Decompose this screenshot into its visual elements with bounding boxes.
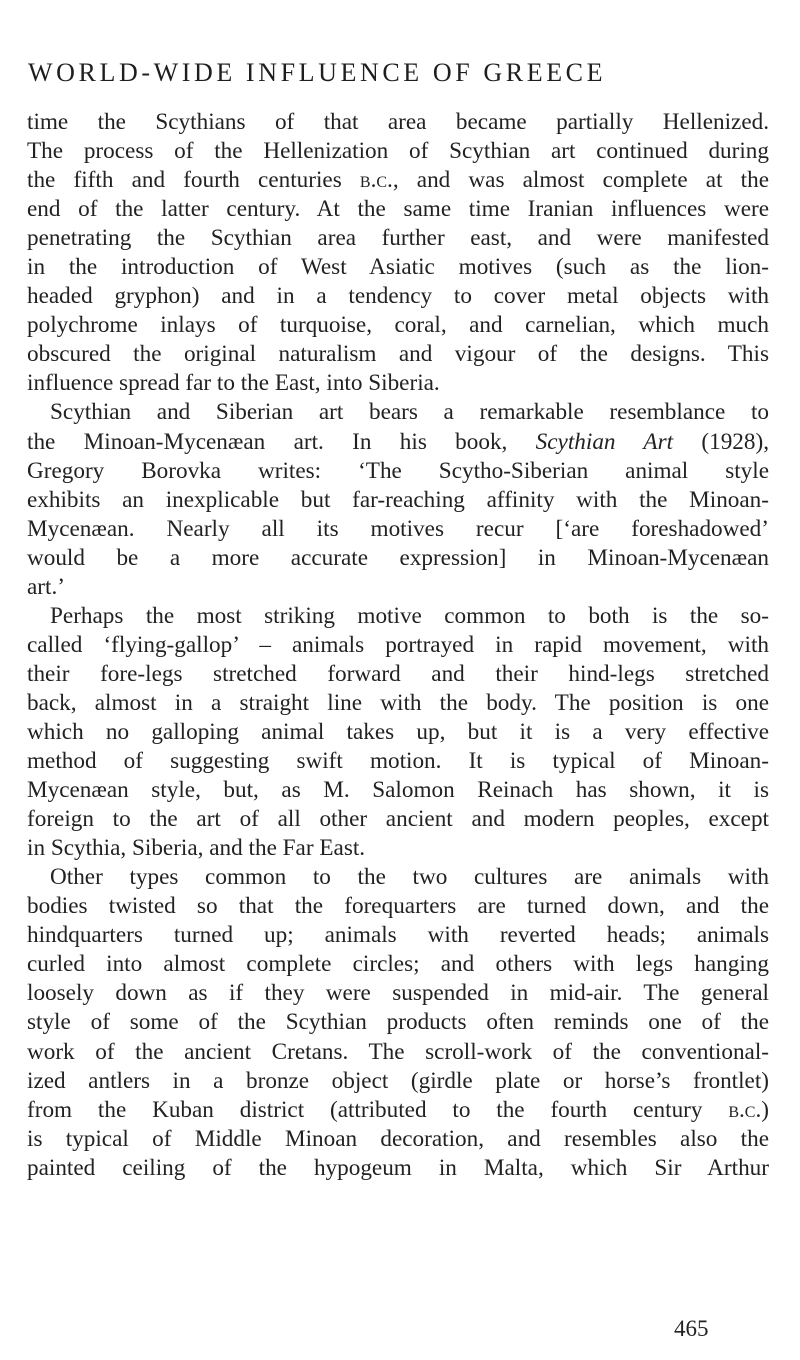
- text-line: in the introduction of West Asiatic motives (such as the lion-: [27, 254, 769, 281]
- text-line: called ‘flying-gallop’ – animals portrayed in rapid movement, with: [27, 631, 769, 658]
- book-title-italic: Scythian Art: [535, 428, 674, 455]
- text-line-with-title: [27, 428, 769, 457]
- text-line: end of the latter century. At the same time Iranian influences were: [27, 196, 769, 223]
- text-line: in Scythia, Siberia, and the Far East.: [27, 835, 366, 862]
- text-line: hindquarters turned up; animals with reverted heads; animals: [27, 922, 769, 949]
- text-line: ized antlers in a bronze object (girdle plate or horse’s frontlet): [27, 1067, 769, 1094]
- text-line: Other types common to the two cultures are animals with: [50, 864, 769, 891]
- paragraph-4: [27, 863, 769, 1183]
- text-line: bodies twisted so that the forequarters are turned down, and the: [27, 893, 769, 920]
- text-line: art.’: [27, 573, 65, 600]
- text-line: from the Kuban district (attributed to the fourth century b.c.): [27, 1096, 769, 1123]
- text-line: back, almost in a straight line with the body. The position is one: [27, 689, 769, 716]
- text-line: time the Scythians of that area became partially Hellenized.: [27, 109, 769, 135]
- text-fragment: the Minoan-Mycenæan art. In his book,: [27, 428, 508, 455]
- paragraph-2: [27, 398, 769, 601]
- text-line: foreign to the art of all other ancient and modern peoples, except: [27, 806, 769, 833]
- text-line: style of some of the Scythian products often reminds one of the: [27, 1009, 769, 1036]
- text-line: headed gryphon) and in a tendency to cover metal objects with: [27, 283, 769, 310]
- text-line: work of the ancient Cretans. The scroll-work of the conventional-: [27, 1038, 769, 1065]
- era-abbreviation: b.c.: [728, 1096, 762, 1123]
- text-line: Perhaps the most striking motive common to both is the so-: [50, 602, 769, 629]
- text-line: which no galloping animal takes up, but it is a very effective: [27, 718, 769, 745]
- text-line: exhibits an inexplicable but far-reaching affinity with the Minoan-: [27, 486, 769, 513]
- text-line: would be a more accurate expression] in Minoan-Mycenæan: [27, 544, 769, 571]
- running-head: WORLD-WIDE INFLUENCE OF GREECE: [28, 58, 607, 87]
- text-line: influence spread far to the East, into Siberia.: [27, 370, 440, 397]
- text-line: penetrating the Scythian area further east, and were manifested: [27, 225, 769, 252]
- text-fragment: (1928),: [701, 428, 770, 455]
- paragraph-3: [27, 602, 769, 863]
- text-line: method of suggesting swift motion. It is typical of Minoan-: [27, 748, 769, 775]
- text-line: is typical of Middle Minoan decoration, and resembles also the: [27, 1125, 769, 1152]
- text-line: polychrome inlays of turquoise, coral, and carnelian, which much: [27, 312, 769, 339]
- text-line: Mycenæan style, but, as M. Salomon Reinach has shown, it is: [27, 777, 769, 804]
- body-text: [27, 108, 769, 1183]
- era-abbreviation: b.c.: [359, 167, 393, 194]
- text-line: the fifth and fourth centuries b.c., and was almost complete at the: [27, 167, 769, 194]
- page-number: 465: [674, 1316, 709, 1341]
- text-line: Mycenæan. Nearly all its motives recur [‘are foreshadowed’: [27, 515, 769, 542]
- text-line: Scythian and Siberian art bears a remarkable resemblance to: [50, 399, 769, 426]
- text-line: loosely down as if they were suspended in mid-air. The general: [27, 980, 769, 1007]
- text-line: Gregory Borovka writes: ‘The Scytho-Siberian animal style: [27, 457, 769, 484]
- text-line: The process of the Hellenization of Scythian art continued during: [27, 138, 769, 165]
- text-line: their fore-legs stretched forward and their hind-legs stretched: [27, 660, 769, 687]
- text-line: curled into almost complete circles; and others with legs hanging: [27, 951, 769, 978]
- paragraph-1: [27, 108, 769, 398]
- text-line: obscured the original naturalism and vigour of the designs. This: [27, 341, 769, 368]
- text-line: painted ceiling of the hypogeum in Malta, which Sir Arthur: [27, 1154, 769, 1181]
